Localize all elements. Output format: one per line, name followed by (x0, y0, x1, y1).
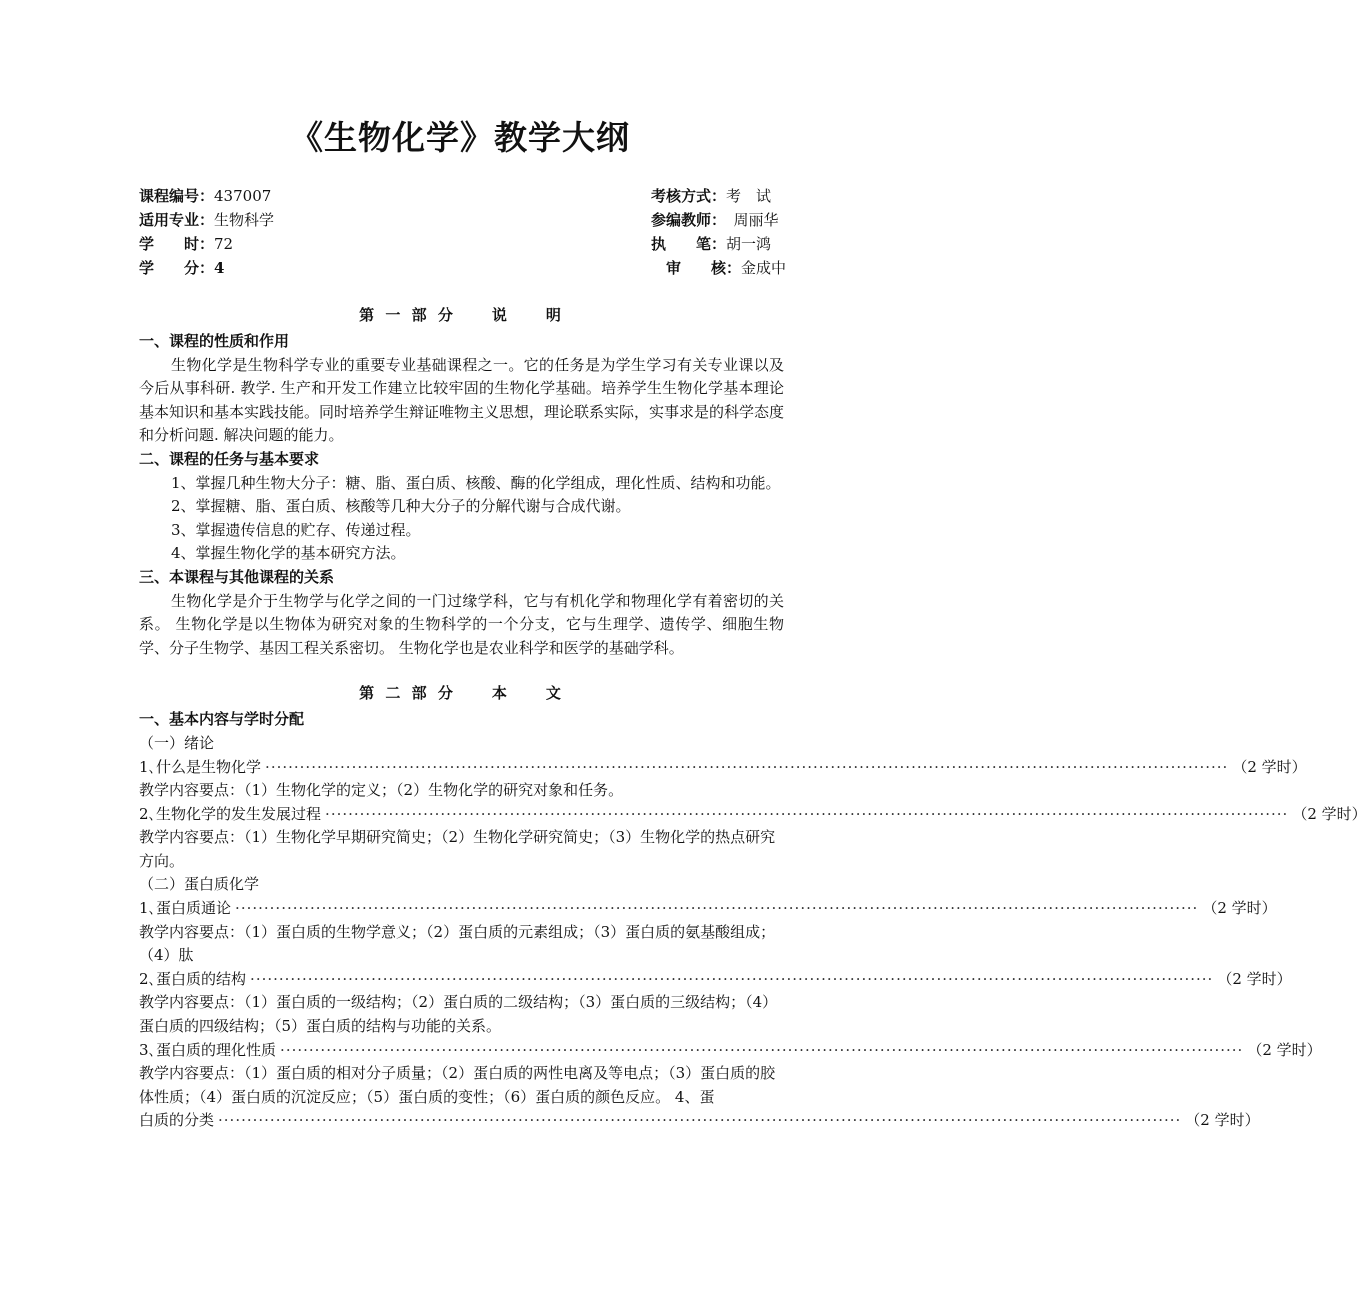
leader-dots: ······································································································································································· (250, 969, 1214, 988)
section-heading: 二、课程的任务与基本要求 (139, 449, 320, 468)
entry-hours: （2 学时） (1202, 899, 1277, 918)
meta-course-code: 课程编号：437007 (139, 187, 272, 205)
course-meta-right (651, 184, 786, 280)
meta-major: 适用专业：生物科学 (139, 211, 275, 229)
entry-details: 教学内容要点：（1）生物化学早期研究简史；（2）生物化学研究简史；（3）生物化学的热点研究方向。 (139, 828, 776, 870)
leader-dots: ······································································································································································· (235, 899, 1199, 918)
entry-details: 教学内容要点：（1）蛋白质的生物学意义；（2）蛋白质的元素组成；（3）蛋白质的氨基酸组成；（4）肽 (139, 922, 776, 965)
course-meta-left (139, 184, 274, 280)
entry-details: 教学内容要点：（1）生物化学的定义；（2）生物化学的研究对象和任务。 (139, 781, 624, 800)
leader-dots: ······································································································································································· (218, 1111, 1182, 1130)
entry-label: 1､蛋白质通论 (139, 899, 232, 918)
entry-hours: （2 学时） (1185, 1111, 1260, 1130)
entry-hours: （2 学时） (1232, 757, 1307, 776)
document-body (139, 304, 1367, 1133)
meta-teachers: 参编教师： 周丽华 (651, 211, 779, 229)
leader-dots: ······································································································································································· (280, 1040, 1244, 1059)
entry-label: 2､蛋白质的结构 (139, 969, 247, 988)
toc-entry (139, 897, 1277, 921)
section-heading: 三、本课程与其他课程的关系 (139, 567, 335, 586)
chapter-heading: （二）蛋白质化学 (139, 875, 260, 894)
entry-hours: （2 学时） (1247, 1040, 1322, 1059)
entry-hours: （2 学时） (1292, 804, 1367, 823)
entry-label: 白质的分类 (139, 1111, 215, 1130)
meta-writer: 执 笔：胡一鸿 (651, 235, 772, 253)
part2-title: 第 二 部 分 本 文 (359, 684, 564, 703)
entry-label: 1､什么是生物化学 (139, 757, 262, 776)
list-item: 3、掌握遗传信息的贮存、传递过程。 (171, 520, 421, 539)
meta-reviewer: 审 核：金成中 (651, 259, 787, 277)
list-item: 2、掌握糖、脂、蛋白质、核酸等几种大分子的分解代谢与合成代谢。 (171, 497, 631, 516)
section-heading: 一、课程的性质和作用 (139, 332, 290, 350)
chapter-heading: （一）绪论 (139, 733, 215, 752)
toc-entry (139, 1039, 1322, 1063)
entry-hours: （2 学时） (1217, 969, 1292, 988)
entry-label: 3､蛋白质的理化性质 (139, 1040, 277, 1059)
toc-entry (139, 756, 1307, 780)
toc-entry (139, 968, 1292, 992)
entry-details: 教学内容要点：（1）蛋白质的相对分子质量；（2）蛋白质的两性电离及等电点；（3）蛋白质的胶体性质；（4）蛋白质的沉淀反应；（5）蛋白质的变性；（6）蛋白质的颜色反应。 4、蛋 (139, 1064, 776, 1106)
paragraph: 生物化学是介于生物学与化学之间的一门过缘学科，它与有机化学和物理化学有着密切的关系。 生物化学是以生物体为研究对象的生物科学的一个分支，它与生理学、遗传学、细胞生物学、分子生物学、基因工程关系密切。 生物化学也是农业科学和医学的基础学科。 (139, 591, 784, 657)
meta-hours: 学 时：72 (139, 235, 234, 253)
leader-dots: ······································································································································································· (265, 757, 1229, 776)
list-item: 4、掌握生物化学的基本研究方法。 (171, 544, 406, 563)
meta-credits: 学 分：4 (139, 259, 225, 277)
part1-title: 第 一 部 分 说 明 (359, 306, 564, 324)
entry-label: 2､生物化学的发生发展过程 (139, 804, 322, 823)
paragraph: 生物化学是生物科学专业的重要专业基础课程之一。它的任务是为学生学习有关专业课以及今后从事科研. 教学. 生产和开发工作建立比较牢固的生物化学基础。培养学生生物化学基本理论基本知识和基本实践技能。同时培养学生辩证唯物主义思想，理论联系实际，实事求是的科学态度和分析问题. 解决问题的能力。 (139, 355, 785, 445)
meta-exam-method: 考核方式：考 试 (651, 187, 772, 205)
toc-entry (139, 803, 1367, 827)
list-item: 1、掌握几种生物大分子：糖、脂、蛋白质、核酸、酶的化学组成，理化性质、结构和功能。 (171, 473, 781, 492)
toc-entry (139, 1109, 1260, 1133)
section-heading: 一、基本内容与学时分配 (139, 710, 305, 729)
document-title: 《生物化学》教学大纲 (290, 118, 630, 157)
entry-details: 教学内容要点：（1）蛋白质的一级结构；（2）蛋白质的二级结构；（3）蛋白质的三级结构；（4）蛋白质的四级结构；（5）蛋白质的结构与功能的关系。 (139, 993, 778, 1036)
leader-dots: ······································································································································································· (325, 804, 1289, 823)
